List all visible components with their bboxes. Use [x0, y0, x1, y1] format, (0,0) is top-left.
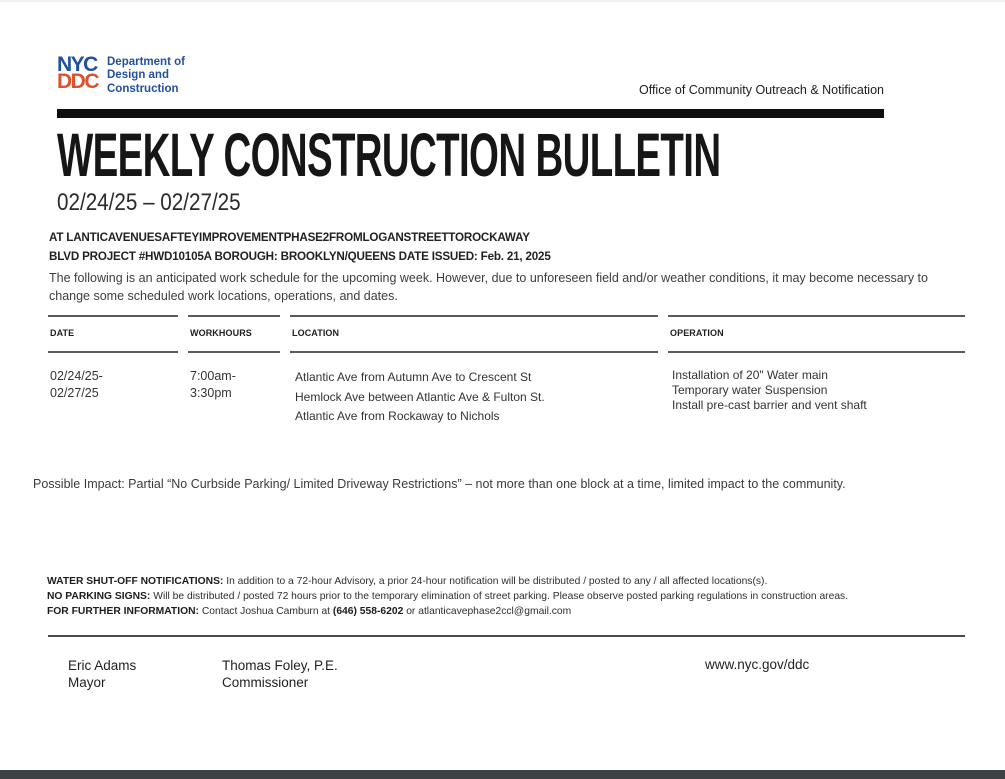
date-line: 02/24/25- [50, 369, 103, 384]
notice-label: NO PARKING SIGNS: [47, 590, 151, 602]
bulletin-body [0, 120, 1005, 717]
ddc-website-url: www.nyc.gov/ddc [705, 656, 810, 672]
water-shutoff-notice [47, 575, 965, 590]
column-header-operation: OPERATION [668, 315, 965, 353]
workhours-line: 7:00am- [190, 369, 236, 384]
location-line: Atlantic Ave from Autumn Ave to Crescent St [295, 370, 532, 385]
masthead [57, 55, 884, 118]
notice-text: Will be distributed / posted 72 hours prior to the temporary elimination of street parking. Please observe posted parking regulations in construction areas. [150, 590, 849, 602]
mayor-signature-block [68, 657, 136, 693]
bottom-page-bar [0, 770, 1005, 779]
no-parking-notice [47, 590, 965, 605]
schedule-table [48, 315, 965, 426]
notice-text: Contact Joshua Camburn at [198, 605, 333, 617]
mayor-name: Eric Adams [68, 657, 137, 673]
column-header-date: DATE [48, 315, 178, 353]
project-details-line: BLVD PROJECT #HWD10105A BOROUGH: BROOKLYN/QUEENS DATE ISSUED: Feb. 21, 2025 [49, 248, 551, 263]
intro-line: The following is an anticipated work schedule for the upcoming week. However, due to unforeseen field and/or weather conditions, it may become necessary to [49, 271, 928, 286]
project-info [49, 228, 965, 265]
operation-line: Install pre-cast barrier and vent shaft [672, 397, 867, 412]
logo-dept-line: Department of [107, 56, 185, 68]
date-line: 02/27/25 [50, 386, 99, 401]
project-name-line: AT LANTICAVENUESAFTEYIMPROVEMENTPHASE2FROMLOGANSTREETTOROCKAWAY [49, 229, 530, 244]
office-name: Office of Community Outreach & Notification [638, 83, 884, 97]
bulletin-date-range: 02/24/25 – 02/27/25 [57, 188, 241, 216]
logo-dept-line: Construction [107, 82, 179, 95]
commissioner-title: Commissioner [222, 675, 309, 691]
logo-dept-line: Design and [107, 69, 169, 82]
logo-ddc-text: DDC [57, 69, 98, 93]
location-line: Atlantic Ave from Rockaway to Nichols [295, 409, 500, 424]
contact-email: atlanticavephase2ccl@gmail.com [418, 605, 572, 617]
further-information-notice [47, 605, 965, 620]
page-title: WEEKLY CONSTRUCTION BULLETIN [57, 120, 721, 189]
mayor-title: Mayor [68, 675, 106, 691]
signature-footer [57, 657, 965, 717]
notice-text: In addition to a 72-hour Advisory, a prior 24-hour notification will be distributed / posted to any / all affected locations(s). [223, 575, 768, 587]
schedule-workhours-cell [188, 353, 280, 426]
operation-line: Temporary water Suspension [672, 383, 828, 398]
commissioner-signature-block [222, 657, 338, 693]
intro-line: change some scheduled work locations, operations, and dates. [49, 289, 398, 304]
intro-paragraph [49, 269, 965, 305]
possible-impact: Possible Impact: Partial “No Curbside Parking/ Limited Driveway Restrictions” – not more than one block at a time, limited impact to the community. [33, 476, 846, 491]
notice-label: WATER SHUT-OFF NOTIFICATIONS: [47, 575, 224, 587]
commissioner-name: Thomas Foley, P.E. [222, 657, 338, 673]
schedule-date-cell [48, 353, 178, 426]
notice-text: or [403, 605, 419, 617]
contact-phone: (646) 558-6202 [332, 605, 404, 617]
schedule-operation-cell [668, 353, 965, 426]
header-divider-bar [57, 109, 884, 118]
notices-section [47, 575, 965, 620]
notice-label: FOR FURTHER INFORMATION: [47, 605, 199, 617]
logo-nyc-text: NYC [57, 53, 97, 76]
schedule-location-cell [290, 353, 658, 426]
location-line: Hemlock Ave between Atlantic Ave & Fulton St. [295, 389, 545, 404]
column-header-workhours: WORKHOURS [188, 315, 280, 353]
logo-department-name [107, 55, 185, 96]
workhours-line: 3:30pm [190, 386, 232, 401]
footer-divider-rule [48, 635, 965, 637]
operation-line: Installation of 20" Water main [672, 368, 828, 383]
nyc-ddc-logo-mark [57, 55, 98, 91]
column-header-location: LOCATION [290, 315, 658, 353]
